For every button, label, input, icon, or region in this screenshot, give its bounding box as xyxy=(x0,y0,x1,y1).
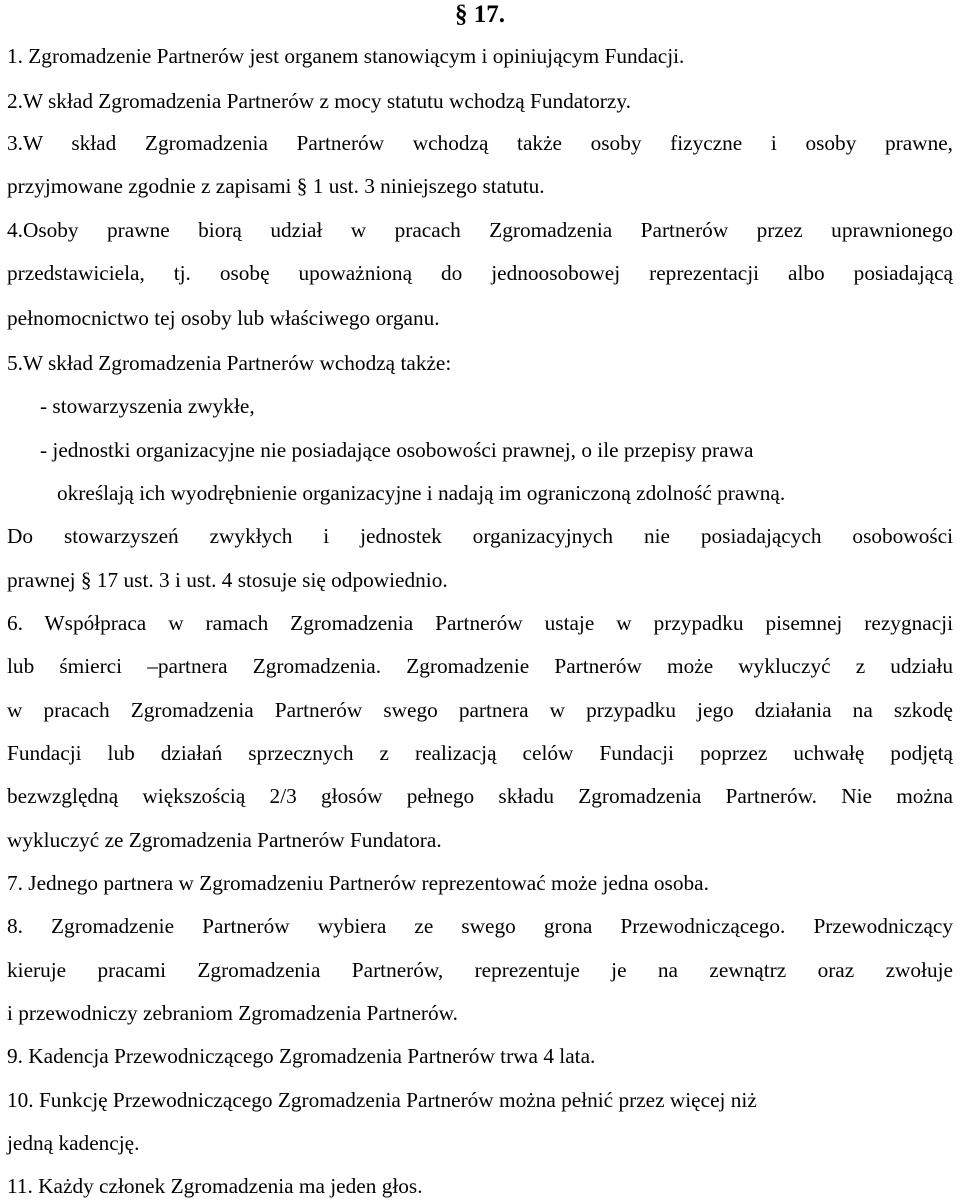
text-line-3: 3.W skład Zgromadzenia Partnerów wchodzą także osoby fizyczne i osoby prawne, xyxy=(7,131,953,155)
text-line-4: przyjmowane zgodnie z zapisami § 1 ust. 3 niniejszego statutu. xyxy=(7,174,545,198)
text-line-11: określają ich wyodrębnienie organizacyjne i nadają im ograniczoną zdolność prawną. xyxy=(57,481,786,505)
text-line-24: 9. Kadencja Przewodniczącego Zgromadzenia Partnerów trwa 4 lata. xyxy=(7,1044,596,1068)
text-line-13: prawnej § 17 ust. 3 i ust. 4 stosuje się odpowiednio. xyxy=(7,568,448,592)
text-line-27: 11. Każdy członek Zgromadzenia ma jeden głos. xyxy=(7,1174,423,1198)
text-line-6: przedstawiciela, tj. osobę upoważnioną do jednoosobowej reprezentacji albo posiadającą xyxy=(7,261,953,285)
text-line-5: 4.Osoby prawne biorą udział w pracach Zgromadzenia Partnerów przez uprawnionego xyxy=(7,218,953,242)
text-line-22: kieruje pracami Zgromadzenia Partnerów, reprezentuje je na zewnątrz oraz zwołuje xyxy=(7,958,953,982)
text-line-17: Fundacji lub działań sprzecznych z realizacją celów Fundacji poprzez uchwałę podjętą xyxy=(7,741,953,765)
text-line-19: wykluczyć ze Zgromadzenia Partnerów Fundatora. xyxy=(7,828,442,852)
text-line-20: 7. Jednego partnera w Zgromadzeniu Partnerów reprezentować może jedna osoba. xyxy=(7,871,709,895)
text-line-21: 8. Zgromadzenie Partnerów wybiera ze swego grona Przewodniczącego. Przewodniczący xyxy=(7,914,953,938)
text-line-8: 5.W skład Zgromadzenia Partnerów wchodzą także: xyxy=(7,351,452,375)
text-line-12: Do stowarzyszeń zwykłych i jednostek organizacyjnych nie posiadających osobowości xyxy=(7,524,953,548)
text-line-25: 10. Funkcję Przewodniczącego Zgromadzenia Partnerów można pełnić przez więcej niż xyxy=(7,1088,757,1112)
text-line-15: lub śmierci –partnera Zgromadzenia. Zgromadzenie Partnerów może wykluczyć z udziału xyxy=(7,654,953,678)
text-line-2: 2.W skład Zgromadzenia Partnerów z mocy statutu wchodzą Fundatorzy. xyxy=(7,89,631,113)
text-line-14: 6. Współpraca w ramach Zgromadzenia Partnerów ustaje w przypadku pisemnej rezygnacji xyxy=(7,611,953,635)
section-heading: § 17. xyxy=(455,1,505,28)
text-line-9: - stowarzyszenia zwykłe, xyxy=(40,394,255,418)
text-line-10: - jednostki organizacyjne nie posiadające osobowości prawnej, o ile przepisy prawa xyxy=(40,438,754,462)
text-line-7: pełnomocnictwo tej osoby lub właściwego organu. xyxy=(7,306,440,330)
text-line-23: i przewodniczy zebraniom Zgromadzenia Partnerów. xyxy=(7,1001,458,1025)
text-line-18: bezwzględną większością 2/3 głosów pełnego składu Zgromadzenia Partnerów. Nie można xyxy=(7,784,953,808)
text-line-16: w pracach Zgromadzenia Partnerów swego partnera w przypadku jego działania na szkodę xyxy=(7,698,953,722)
text-line-26: jedną kadencję. xyxy=(7,1131,140,1155)
text-line-1: 1. Zgromadzenie Partnerów jest organem stanowiącym i opiniującym Fundacji. xyxy=(7,44,685,68)
